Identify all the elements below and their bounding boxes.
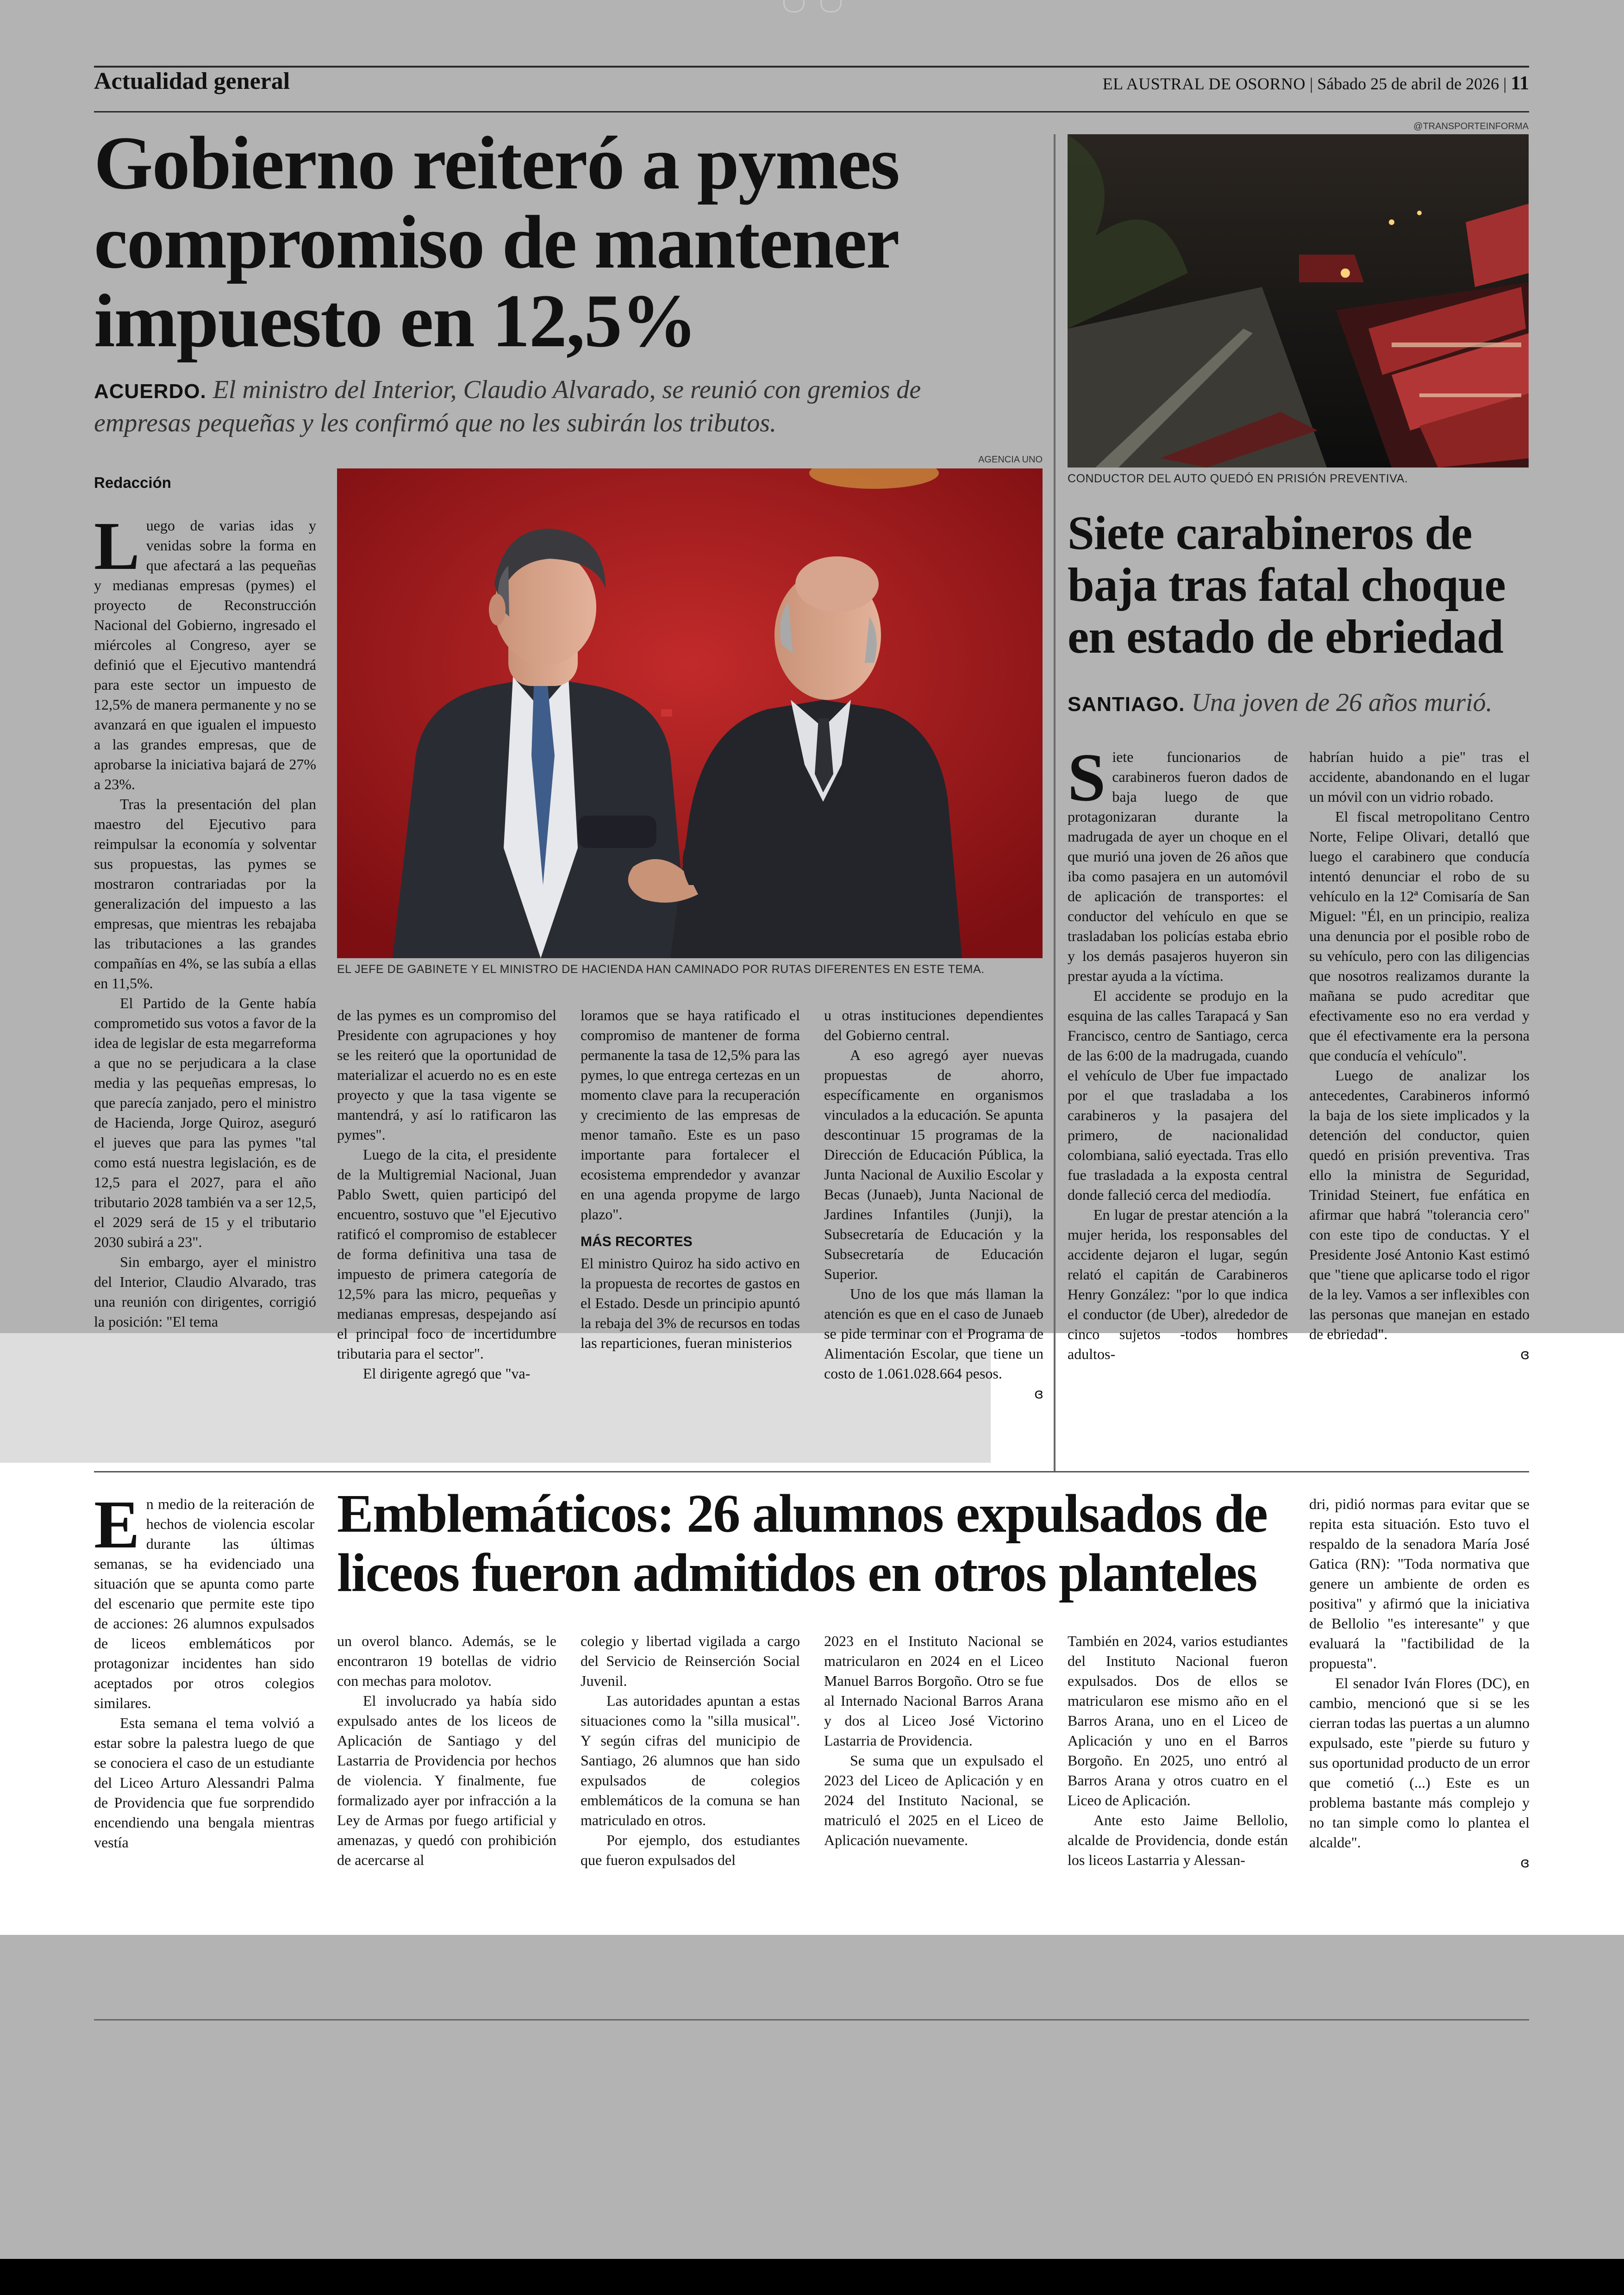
- paragraph: iete funcionarios de carabineros fueron dados de baja luego de que protagonizaran durante la madrugada de ayer un choque en el que murió una joven de 26 años que iba como pasajera en un automóvil de aplicación de transportes: el conductor del vehículo en que se trasladaban los policías estaba ebrio y los demás pasajeros huyeron sin prestar ayuda a la víctima.: [1068, 748, 1288, 984]
- main-article-column-3: [581, 1005, 800, 1353]
- byline: Redacción: [94, 474, 171, 491]
- paragraph: un overol blanco. Además, se le encontraron 19 botellas de vidrio con mechas para molotov.: [337, 1633, 556, 1689]
- main-photo: [337, 468, 1043, 958]
- footer-rule: [94, 2019, 1529, 2021]
- story-divider: [94, 1471, 1529, 1472]
- paragraph: El fiscal metropolitano Centro Norte, Felipe Olivari, detalló que luego el carabinero que conducía intentó denunciar el robo de su vehículo en la 12ª Comisaría de San Miguel: "Él, en un principio, realiza una denuncia por el posible robo de su vehículo, pero con las diligencias que nosotros realizamos durante la mañana se pudo acreditar que efectivamente eso no era verdad y que él efectivamente era la persona que conducía el vehículo".: [1309, 808, 1530, 1064]
- paragraph: u otras instituciones dependientes del Gobierno central.: [824, 1007, 1043, 1043]
- paragraph: El accidente se produjo en la esquina de las calles Tarapacá y San Francisco, centro de Santiago, cerca de las 6:00 de la madrugada, cuando el vehículo de Uber fue impactado por el que trasladaba a los carabineros y la pasajera del primero, de nacionalidad colombiana, salió eyectada. Tras ello fue trasladada a la exposta central donde falleció cerca del mediodía.: [1068, 987, 1288, 1203]
- paragraph: El dirigente agregó que "va-: [363, 1365, 531, 1382]
- masthead-separator: |: [1309, 75, 1313, 93]
- bottom-headline-line: Emblemáticos: 26 alumnos expulsados de: [337, 1483, 1267, 1544]
- main-deck-label: ACUERDO.: [94, 380, 206, 403]
- main-headline-line: compromiso de mantener: [94, 200, 899, 284]
- paragraph: Luego de la cita, el presidente de la Multigremial Nacional, Juan Pablo Swett, quien participó del encuentro, sostuvo que "el Ejecutivo ratificó el compromiso de establecer de forma definitiva una tasa de impuesto de primera categoría de 12,5% para las micro, pequeñas y medianas empresas, despejando así el principal foco de incertidumbre tributaria para el sector".: [337, 1146, 556, 1362]
- header-rule-bottom: [94, 111, 1529, 112]
- main-photo-caption: EL JEFE DE GABINETE Y EL MINISTRO DE HACIENDA HAN CAMINADO POR RUTAS DIFERENTES EN ESTE TEMA.: [337, 963, 985, 976]
- paragraph: Luego de analizar los antecedentes, Carabineros informó la baja de los siete implicados y la detención del conductor, quien quedó en prisión preventiva. Tras ello la ministra de Seguridad, Trinidad Steinert, fue enfática en afirmar que habrá "tolerancia cero" con este tipo de conductas. Y el Presidente José Antonio Kast estimó que "tiene que aplicarse todo el rigor de la ley. Vamos a ser inflexibles con las personas que manejan en estado de ebriedad".: [1309, 1067, 1530, 1342]
- bottom-article-column-1: [94, 1487, 314, 1852]
- viewer-bottom-bar: [0, 2259, 1624, 2295]
- bottom-article-column-4: [824, 1631, 1043, 1850]
- side-headline-line: en estado de ebriedad: [1068, 610, 1503, 663]
- header-rule-top: [94, 66, 1529, 68]
- end-mark-icon: ɞ: [1520, 1855, 1530, 1871]
- side-article-column-1: [1068, 740, 1288, 1364]
- page-nav-prev-icon[interactable]: [783, 0, 805, 12]
- paragraph: Por ejemplo, dos estudiantes que fueron expulsados del: [581, 1832, 800, 1868]
- paragraph: Se suma que un expulsado el 2023 del Liceo de Aplicación y en 2024 del Instituto Nacional, se matriculó el 2025 en el Liceo de Aplicación nuevamente.: [824, 1752, 1043, 1848]
- paragraph: También en 2024, varios estudiantes del Instituto Nacional fueron expulsados. Dos de ellos se matricularon ese mismo año en el Barros Arana, uno en el Liceo de Aplicación y uno en el Barros Borgoño. En 2025, uno entró al Barros Arana y otros cuatro en el Liceo de Aplicación.: [1068, 1633, 1288, 1809]
- masthead-separator: |: [1503, 75, 1507, 93]
- paragraph: Sin embargo, ayer el ministro del Interior, Claudio Alvarado, tras una reunión con dirigentes, corrigió la posición: "El tema: [94, 1254, 316, 1330]
- paragraph: uego de varias idas y venidas sobre la forma en que afectará a las pequeñas y medianas empresas (pymes) el proyecto de Reconstrucción Nacional del Gobierno, ingresado el miércoles al Congreso, ayer se definió que el Ejecutivo mantendrá para este sector un impuesto de 12,5% de manera permanente y no se avanzará en que igualen el impuesto a las grandes empresas, que de aprobarse la iniciativa bajará de 27% a 23%.: [94, 517, 316, 792]
- end-mark-icon: ɞ: [1520, 1347, 1530, 1363]
- bottom-headline-line: liceos fueron admitidos en otros planteles: [337, 1542, 1257, 1603]
- main-article-column-2: [337, 1005, 556, 1384]
- bottom-article-column-5: [1068, 1631, 1288, 1870]
- paragraph: colegio y libertad vigilada a cargo del Servicio de Reinserción Social Juvenil.: [581, 1633, 800, 1689]
- side-article-column-2: [1309, 747, 1530, 1365]
- masthead: [1103, 72, 1529, 94]
- paragraph: En lugar de prestar atención a la mujer herida, los responsables del accidente dejaron el lugar, según relató el capitán de Carabineros Henry González: "por lo que indica el conductor (de Uber), alrededor de cinco sujetos -todos hombres adultos-: [1068, 1206, 1288, 1362]
- main-deck-text: El ministro del Interior, Claudio Alvarado, se reunió con gremios de empresas pequeñas y les confirmó que no les subirán los tributos.: [94, 375, 921, 437]
- traffic-scene-illustration: [1068, 134, 1529, 468]
- bottom-article-column-2: [337, 1631, 556, 1870]
- side-photo-caption: CONDUCTOR DEL AUTO QUEDÓ EN PRISIÓN PREVENTIVA.: [1068, 472, 1408, 485]
- page-number: 11: [1511, 73, 1529, 94]
- side-photo: [1068, 134, 1529, 468]
- dropcap: E: [94, 1487, 140, 1563]
- paragraph: Ante esto Jaime Bellolio, alcalde de Providencia, donde están los liceos Lastarria y Alessan-: [1068, 1812, 1288, 1868]
- main-article-column-4: [824, 1005, 1043, 1404]
- main-deck: [94, 374, 1020, 439]
- subhead: MÁS RECORTES: [581, 1234, 693, 1249]
- page-nav-next-icon[interactable]: [820, 0, 842, 12]
- main-headline-line: Gobierno reiteró a pymes: [94, 121, 899, 205]
- bottom-headline: [337, 1484, 1309, 1603]
- section-title: Actualidad general: [94, 68, 290, 94]
- side-deck-text: Una joven de 26 años murió.: [1191, 688, 1493, 717]
- paragraph: habrían huido a pie" tras el accidente, abandonando en el lugar un móvil con un vidrio robado.: [1309, 748, 1530, 805]
- paragraph: n medio de la reiteración de hechos de violencia escolar durante las últimas semanas, se ha evidenciado una situación que se apunta como parte del escenario que permite este tipo de acciones: 26 alumnos expulsados de liceos emblemáticos por protagonizar incidentes han sido aceptados por otros colegios similares.: [94, 1496, 314, 1711]
- paragraph: Tras la presentación del plan maestro del Ejecutivo para reimpulsar la economía y solventar sus propuestas, las pymes se mostraron contrariadas por la generalización del impuesto a las empresas, que mientras les rebajaba las tributaciones a las grandes compañías en 4%, se las subía a ellas en 11,5%.: [94, 796, 316, 992]
- paragraph: El ministro Quiroz ha sido activo en la propuesta de recortes de gastos en el Estado. Desde un principio apuntó la rebaja del 3% de recursos en todas las reparticiones, fueran ministerios: [581, 1255, 800, 1351]
- paragraph: Las autoridades apuntan a estas situaciones como la "silla musical". Y según cifras del municipio de Santiago, 26 alumnos que han sido expulsados de colegios emblemáticos de la comuna se han matriculado en otros.: [581, 1692, 800, 1828]
- side-deck-label: SANTIAGO.: [1068, 693, 1185, 716]
- paragraph: 2023 en el Instituto Nacional se matricularon en 2024 en el Liceo Manuel Barros Borgoño. Otro se fue al Internado Nacional Barros Arana y dos al Liceo José Victorino Lastarria de Providencia.: [824, 1633, 1043, 1749]
- publication-date: Sábado 25 de abril de 2026: [1317, 75, 1499, 93]
- side-headline-line: baja tras fatal choque: [1068, 558, 1505, 611]
- paragraph: El Partido de la Gente había comprometido sus votos a favor de la idea de legislar de esta megarreforma a que no se perjudicara a la clase media y las pequeñas empresas, lo que parecía zanjado, pero el ministro de Hacienda, Jorge Quiroz, aseguró el jueves que para las pymes "tal como está nuestra legislación, es de 12,5 para el 2027, para el año tributario 2028 también va a ser 12,5, el 2029 será de 15 y el tributario 2030 subirá a 23".: [94, 995, 316, 1250]
- paragraph: Esta semana el tema volvió a estar sobre la palestra luego de que se conociera el caso de un estudiante del Liceo Arturo Alessandri Palma de Providencia que fue sorprendido encendiendo una bengala mientras vestía: [94, 1715, 314, 1851]
- bottom-article-column-6: [1309, 1494, 1530, 1873]
- publication-name: EL AUSTRAL DE OSORNO: [1102, 75, 1305, 93]
- side-headline: [1068, 507, 1529, 663]
- paragraph: loramos que se haya ratificado el compromiso de mantener de forma permanente la tasa de 12,5% para las pymes, lo que entrega certezas en un momento clave para la recuperación y crecimiento de las empresas de menor tamaño. Este es un paso importante para fortalecer el ecosistema emprendedor y avanzar en una agenda propyme de largo plazo".: [581, 1007, 800, 1222]
- bottom-article-column-3: [581, 1631, 800, 1870]
- end-mark-icon: ɞ: [1034, 1386, 1043, 1402]
- paragraph: El senador Iván Flores (DC), en cambio, mencionó que si se les cierran todas las puertas a un alumno expulsado, este "pierde su futuro y sus oportunidad producto de un error que cometió (...) Este es un problema bastante más complejo y no tan simple como lo plantea el alcalde".: [1309, 1675, 1530, 1851]
- side-headline-line: Siete carabineros de: [1068, 506, 1472, 560]
- paragraph: dri, pidió normas para evitar que se repita esta situación. Esto tuvo el respaldo de la senadora María José Gatica (RN): "Toda normativa que genere un ambiente de orden es positiva" y afirmó que la iniciativa de Bellolio "es interesante" y que evaluará la "factibilidad de la propuesta".: [1309, 1496, 1530, 1671]
- main-photo-credit: AGENCIA UNO: [978, 455, 1043, 465]
- dropcap: L: [94, 508, 140, 584]
- ministers-illustration: [337, 468, 1043, 958]
- side-deck: [1068, 687, 1529, 720]
- side-photo-credit: @TRANSPORTEINFORMA: [1413, 121, 1529, 131]
- main-headline-line: impuesto en 12,5%: [94, 279, 696, 363]
- paragraph: de las pymes es un compromiso del Presidente con agrupaciones y hoy se les reiteró que la oportunidad de materializar el acuerdo no es en este proyecto y que la tasa vigente se mantendrá, y así lo ratificaron las pymes".: [337, 1007, 556, 1143]
- paragraph: A eso agregó ayer nuevas propuestas de ahorro, específicamente en organismos vinculados a la educación. Se apunta descontinuar 15 programas de la Dirección de Educación Pública, la Junta Nacional de Auxilio Escolar y Becas (Junaeb), Junta Nacional de Jardines Infantiles (Junji), la Subsecretaría de Educación y la Subsecretaría de Educación Superior.: [824, 1047, 1043, 1282]
- main-article-column-1: [94, 508, 316, 1332]
- column-divider: [1054, 134, 1056, 1472]
- dropcap: S: [1068, 740, 1106, 816]
- main-headline: [94, 121, 1043, 363]
- paragraph: El involucrado ya había sido expulsado antes de los liceos de Aplicación de Santiago y del Lastarria de Providencia por hechos de violencia. Y finalmente, fue formalizado ayer por infracción a la Ley de Armas por fuego artificial y amenazas, y quedó con prohibición de acercarse al: [337, 1692, 556, 1868]
- paragraph: Uno de los que más llaman la atención es que en el caso de Junaeb se pide terminar con el Programa de Alimentación Escolar, que tiene un costo de 1.061.028.664 pesos.: [824, 1285, 1043, 1382]
